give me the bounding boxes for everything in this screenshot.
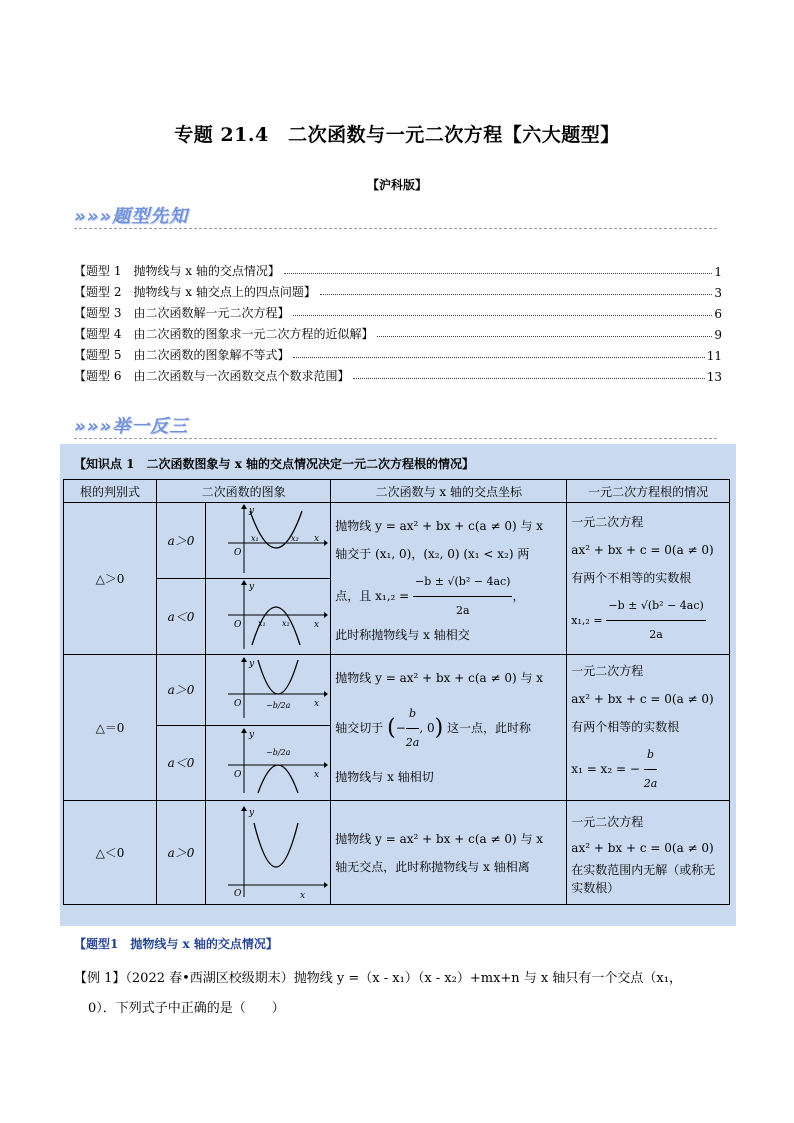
parabola-up-two-roots xyxy=(206,503,328,575)
cond-a-positive: a＞0 xyxy=(157,655,206,726)
cond-a-negative: a＜0 xyxy=(157,579,206,655)
toc-item[interactable]: 【题型 5 由二次函数的图象解不等式】 11 xyxy=(74,348,722,363)
roots-two-distinct: 一元二次方程 ax² + bx + c = 0(a ≠ 0) 有两个不相等的实数根 x₁,₂ = $\frac{\text{−b ± √(b² − 4ac)}}{2a}$ xyxy=(567,503,730,655)
graph-one-root-down xyxy=(206,725,331,800)
header-discriminant: 根的判别式 xyxy=(64,480,157,503)
svg-text:x₁: x₁ xyxy=(251,534,259,543)
example-line: 【例 1】（2022 春•西湖区校级期末）抛物线 y =（x - x₁）（x - x₂）+mx+n 与 x 轴只有一个交点（x₁， xyxy=(74,971,682,986)
toc-item[interactable]: 【题型 2 抛物线与 x 轴交点上的四点问题】 3 xyxy=(74,285,722,300)
svg-text:x: x xyxy=(314,699,320,710)
knowledge-table xyxy=(63,479,730,905)
table-of-contents xyxy=(74,258,722,384)
page-title: 专题 21.4 二次函数与一元二次方程【六大题型】 xyxy=(174,124,620,146)
banner-toc: »»»题型先知 xyxy=(74,206,189,227)
roots-two-equal: 一元二次方程 ax² + bx + c = 0(a ≠ 0) 有两个相等的实数根 x₁ = x₂ = − $\frac{b}{2a}$ xyxy=(567,655,730,801)
toc-item[interactable]: 【题型 1 抛物线与 x 轴的交点情况】 1 xyxy=(74,264,722,279)
toc-item[interactable]: 【题型 4 由二次函数的图象求一元二次方程的近似解】 9 xyxy=(74,327,722,342)
svg-text:O: O xyxy=(234,889,242,899)
disc-negative: △＜0 xyxy=(64,801,157,905)
svg-text:O: O xyxy=(234,699,242,710)
toc-item[interactable]: 【题型 3 由二次函数解一元二次方程】 6 xyxy=(74,306,722,321)
svg-text:x₂: x₂ xyxy=(282,619,290,628)
svg-text:−b/2a: −b/2a xyxy=(266,748,291,758)
divider-main xyxy=(74,438,717,439)
disc-zero: △＝0 xyxy=(64,655,157,801)
cond-a-positive: a＞0 xyxy=(157,503,206,579)
header-intersection: 二次函数与 x 轴的交点坐标 xyxy=(331,480,567,503)
intersection-two-points: 抛物线 y = ax² + bx + c(a ≠ 0) 与 x 轴交于 (x₁, 0)，(x₂, 0) (x₁ < x₂) 两 点，且 x₁,₂ = $\frac{\text{−b ± √(b² − 4ac)}}{2a}$ ， 此时称抛物线与 x 轴相交 xyxy=(331,503,567,655)
graph-two-roots-down xyxy=(206,579,331,655)
svg-text:y: y xyxy=(249,808,255,818)
graph-two-roots-up xyxy=(206,503,331,579)
disc-positive: △＞0 xyxy=(64,503,157,655)
roots-none: 一元二次方程 ax² + bx + c = 0(a ≠ 0) 在实数范围内无解（或称无实数根） xyxy=(567,801,730,905)
svg-text:x: x xyxy=(314,534,320,544)
parabola-down-two-roots xyxy=(206,579,328,651)
header-roots: 一元二次方程根的情况 xyxy=(567,480,730,503)
svg-text:x: x xyxy=(314,770,320,781)
svg-text:O: O xyxy=(234,548,242,558)
edition-label: 【沪科版】 xyxy=(366,178,427,192)
parabola-up-tangent xyxy=(206,656,328,720)
svg-text:y: y xyxy=(249,730,255,741)
graph-one-root-up xyxy=(206,655,331,726)
example-1 xyxy=(74,964,734,1024)
svg-text:y: y xyxy=(249,582,255,592)
cond-a-negative: a＜0 xyxy=(157,725,206,800)
section-heading: 【题型1 抛物线与 x 轴的交点情况】 xyxy=(74,937,278,951)
svg-text:x₂: x₂ xyxy=(291,534,299,543)
cond-a-positive: a＞0 xyxy=(157,801,206,905)
svg-text:y: y xyxy=(249,659,255,670)
graph-no-root xyxy=(206,801,331,905)
intersection-none: 抛物线 y = ax² + bx + c(a ≠ 0) 与 x 轴无交点，此时称抛物线与 x 轴相离 xyxy=(331,801,567,905)
parabola-up-no-root xyxy=(206,801,328,901)
parabola-down-tangent xyxy=(206,727,328,795)
svg-text:−b/2a: −b/2a xyxy=(266,701,291,711)
svg-text:x: x xyxy=(314,620,320,630)
svg-text:O: O xyxy=(234,620,242,630)
svg-text:x₁: x₁ xyxy=(258,619,266,628)
knowledge-point-title: 【知识点 1 二次函数图象与 x 轴的交点情况决定一元二次方程根的情况】 xyxy=(74,457,475,471)
svg-text:y: y xyxy=(249,506,255,516)
toc-item[interactable]: 【题型 6 由二次函数与一次函数交点个数求范围】 13 xyxy=(74,369,722,384)
example-line: 0）．下列式子中正确的是（ ） xyxy=(88,1001,285,1016)
banner-main: »»»举一反三 xyxy=(74,416,189,437)
svg-text:O: O xyxy=(234,770,242,781)
intersection-one-point: 抛物线 y = ax² + bx + c(a ≠ 0) 与 x 轴交切于 (− $\frac{b}{2a}$ , 0) 这一点，此时称 抛物线与 x 轴相切 xyxy=(331,655,567,801)
header-graph: 二次函数的图象 xyxy=(157,480,331,503)
divider-toc xyxy=(74,228,717,229)
svg-text:x: x xyxy=(300,891,306,901)
